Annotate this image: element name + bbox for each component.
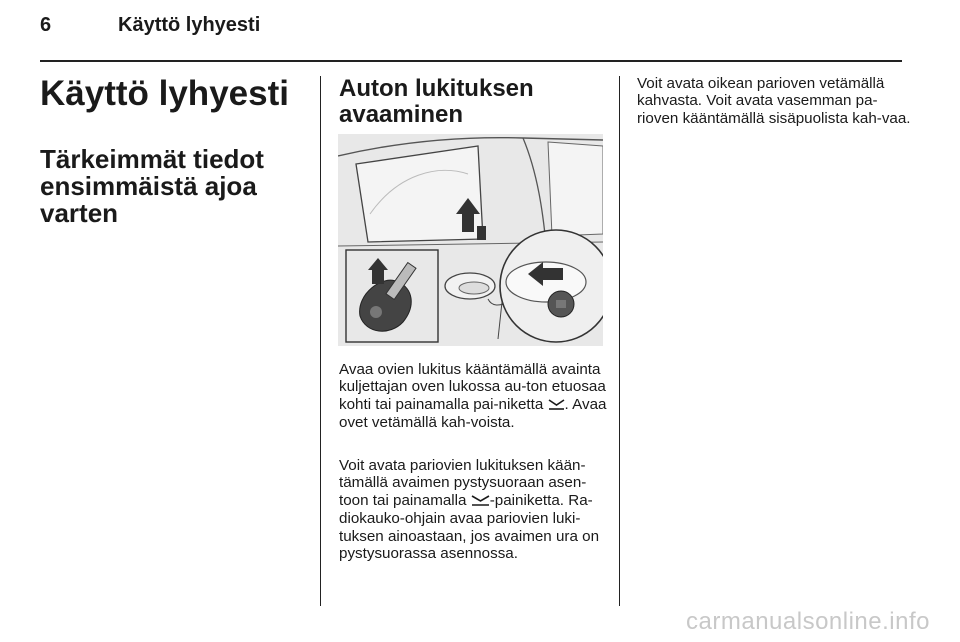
paragraph-text: . Avaa ovet vetämällä kah-voista.: [339, 395, 607, 432]
paragraph-text: -painiketta. Ra-diokauko-ohjain avaa pariovien luki-tuksen ainoastaan, jos avaimen ura on pystysuorassa asennossa.: [339, 491, 600, 563]
article-title: Auton lukituksen avaaminen: [339, 75, 534, 128]
header-rule: [40, 60, 902, 62]
paragraph-unlock-driver-door: [339, 361, 614, 432]
section-subtitle: Tärkeimmät tiedot ensimmäistä ajoa varten: [40, 144, 264, 228]
section-title: Käyttö lyhyesti: [40, 74, 289, 113]
unlock-icon: [548, 397, 565, 414]
paragraph-text: Avaa ovien lukitus kääntämällä avainta kuljettajan oven lukossa au-ton etuosaa kohti tai painamalla pai-niketta: [339, 361, 606, 413]
column-divider-left: [320, 76, 321, 606]
watermark: carmanualsonline.info: [686, 608, 930, 635]
paragraph-open-rear-doors: Voit avata oikean parioven vetämällä kahvasta. Voit avata vasemman pa-rioven kääntämällä sisäpuolista kah-vaa.: [637, 75, 911, 127]
rear-doors-unlock-icon: [471, 493, 490, 510]
paragraph-text: Voit avata pariovien lukituksen kään-tämällä avaimen pystysuoraan asen-toon tai painamalla: [339, 457, 587, 509]
paragraph-rear-doors: [339, 457, 614, 562]
running-title: Käyttö lyhyesti: [118, 14, 261, 36]
page-number: 6: [40, 14, 52, 36]
car-door-unlock-illustration: [338, 134, 603, 346]
column-divider-right: [619, 76, 620, 606]
